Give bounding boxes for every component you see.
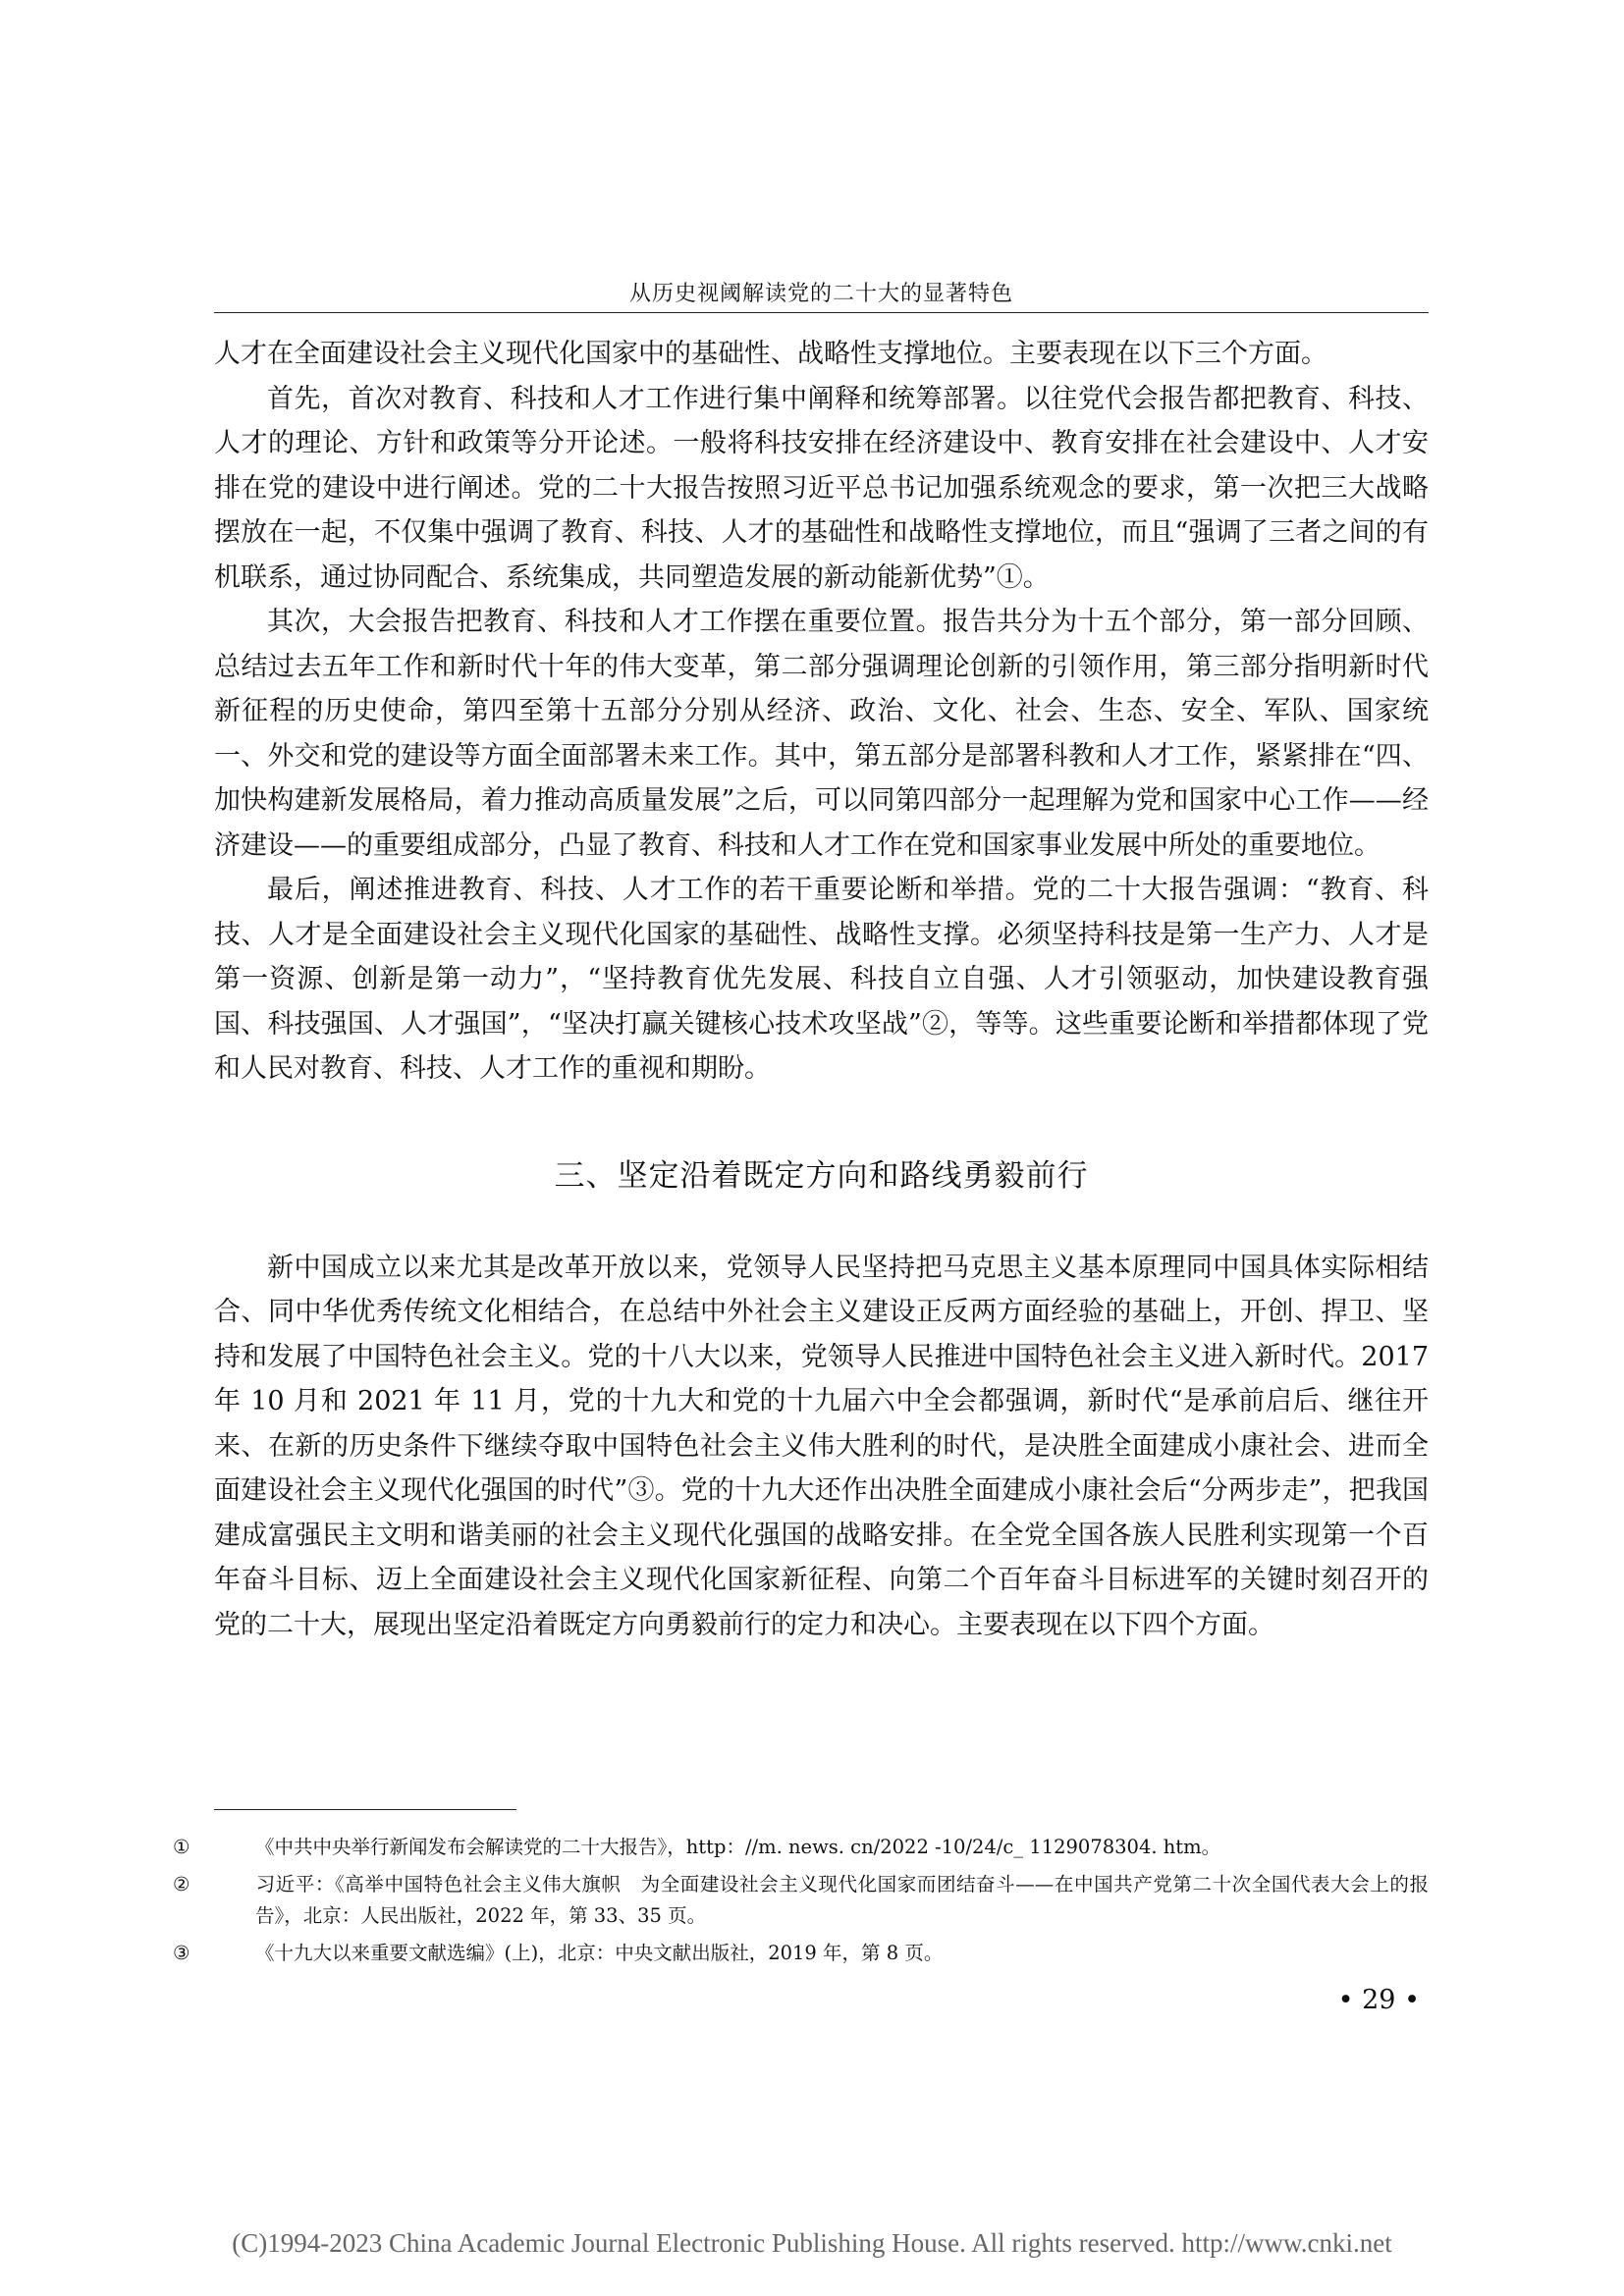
footnote-text: 《十九大以来重要文献选编》(上)，北京：中央文献出版社，2019 年，第 8 页。: [255, 1942, 944, 1964]
running-header: 从历史视阈解读党的二十大的显著特色: [628, 282, 1013, 306]
paragraph: 最后，阐述推进教育、科技、人才工作的若干重要论断和举措。党的二十大报告强调：“教育、科技、人才是全面建设社会主义现代化国家的基础性、战略性支撑。必须坚持科技是第一生产力、人才是第一资源、创新是第一动力”，“坚持教育优先发展、科技自立自强、人才引领驱动，加快建设教育强国、科技强国、人才强国”，“坚决打赢关键核心技术攻坚战”②，等等。这些重要论断和举措都体现了党和人民对教育、科技、人才工作的重视和期盼。: [214, 875, 1429, 1084]
footnote-rule: [214, 1809, 516, 1810]
footnote-mark: ②: [173, 1873, 190, 1896]
footnote-text: 习近平：《高举中国特色社会主义伟大旗帜 为全面建设社会主义现代化国家而团结奋斗——在中国共产党第二十次全国代表大会上的报告》，北京：人民出版社，2022 年，第 33、35 页。: [255, 1873, 1429, 1927]
section-heading: 三、坚定沿着既定方向和路线勇毅前行: [554, 1157, 1089, 1194]
footnote: [173, 1938, 1429, 1969]
paragraph: 其次，大会报告把教育、科技和人才工作摆在重要位置。报告共分为十五个部分，第一部分回顾、总结过去五年工作和新时代十年的伟大变革，第二部分强调理论创新的引领作用，第三部分指明新时代新征程的历史使命，第四至第十五部分分别从经济、政治、文化、社会、生态、安全、军队、国家统一、外交和党的建设等方面全面部署未来工作。其中，第五部分是部署科教和人才工作，紧紧排在“四、加快构建新发展格局，着力推动高质量发展”之后，可以同第四部分一起理解为党和国家中心工作——经济建设——的重要组成部分，凸显了教育、科技和人才工作在党和国家事业发展中所处的重要地位。: [214, 607, 1429, 861]
paragraph: 人才在全面建设社会主义现代化国家中的基础性、战略性支撑地位。主要表现在以下三个方面。: [214, 339, 1327, 369]
header-rule: [214, 312, 1429, 313]
footnote: [173, 1832, 1429, 1863]
footnote-mark: ③: [173, 1942, 190, 1964]
copyright-notice: (C)1994-2023 China Academic Journal Electronic Publishing House. All rights reserved. http://www.cnki.net: [232, 2228, 1392, 2258]
body-text: [214, 332, 1429, 1647]
footnote: [173, 1869, 1429, 1932]
page-number: • 29 •: [1337, 1985, 1420, 2015]
paragraph: 首先，首次对教育、科技和人才工作进行集中阐释和统筹部署。以往党代会报告都把教育、科技、人才的理论、方针和政策等分开论述。一般将科技安排在经济建设中、教育安排在社会建设中、人才安排在党的建设中进行阐述。党的二十大报告按照习近平总书记加强系统观念的要求，第一次把三大战略摆放在一起，不仅集中强调了教育、科技、人才的基础性和战略性支撑地位，而且“强调了三者之间的有机联系，通过协同配合、系统集成，共同塑造发展的新动能新优势”①。: [214, 383, 1429, 593]
footnote-mark: ①: [173, 1836, 190, 1858]
footnotes: [173, 1832, 1429, 1975]
paragraph: 新中国成立以来尤其是改革开放以来，党领导人民坚持把马克思主义基本原理同中国具体实际相结合、同中华优秀传统文化相结合，在总结中外社会主义建设正反两方面经验的基础上，开创、捍卫、坚持和发展了中国特色社会主义。党的十八大以来，党领导人民推进中国特色社会主义进入新时代。2017 年 10 月和 2021 年 11 月，党的十九大和党的十九届六中全会都强调，新时代“是承前启后、继往开来、在新的历史条件下继续夺取中国特色社会主义伟大胜利的时代，是决胜全面建成小康社会、进而全面建设社会主义现代化强国的时代”③。党的十九大还作出决胜全面建成小康社会后“分两步走”，把我国建成富强民主文明和谐美丽的社会主义现代化强国的战略安排。在全党全国各族人民胜利实现第一个百年奋斗目标、迈上全面建设社会主义现代化国家新征程、向第二个百年奋斗目标进军的关键时刻召开的党的二十大，展现出坚定沿着既定方向勇毅前行的定力和决心。主要表现在以下四个方面。: [214, 1252, 1429, 1640]
footnote-text: 《中共中央举行新闻发布会解读党的二十大报告》，http：//m. news. cn/2022 -10/24/c_ 1129078304. htm。: [255, 1836, 1221, 1858]
